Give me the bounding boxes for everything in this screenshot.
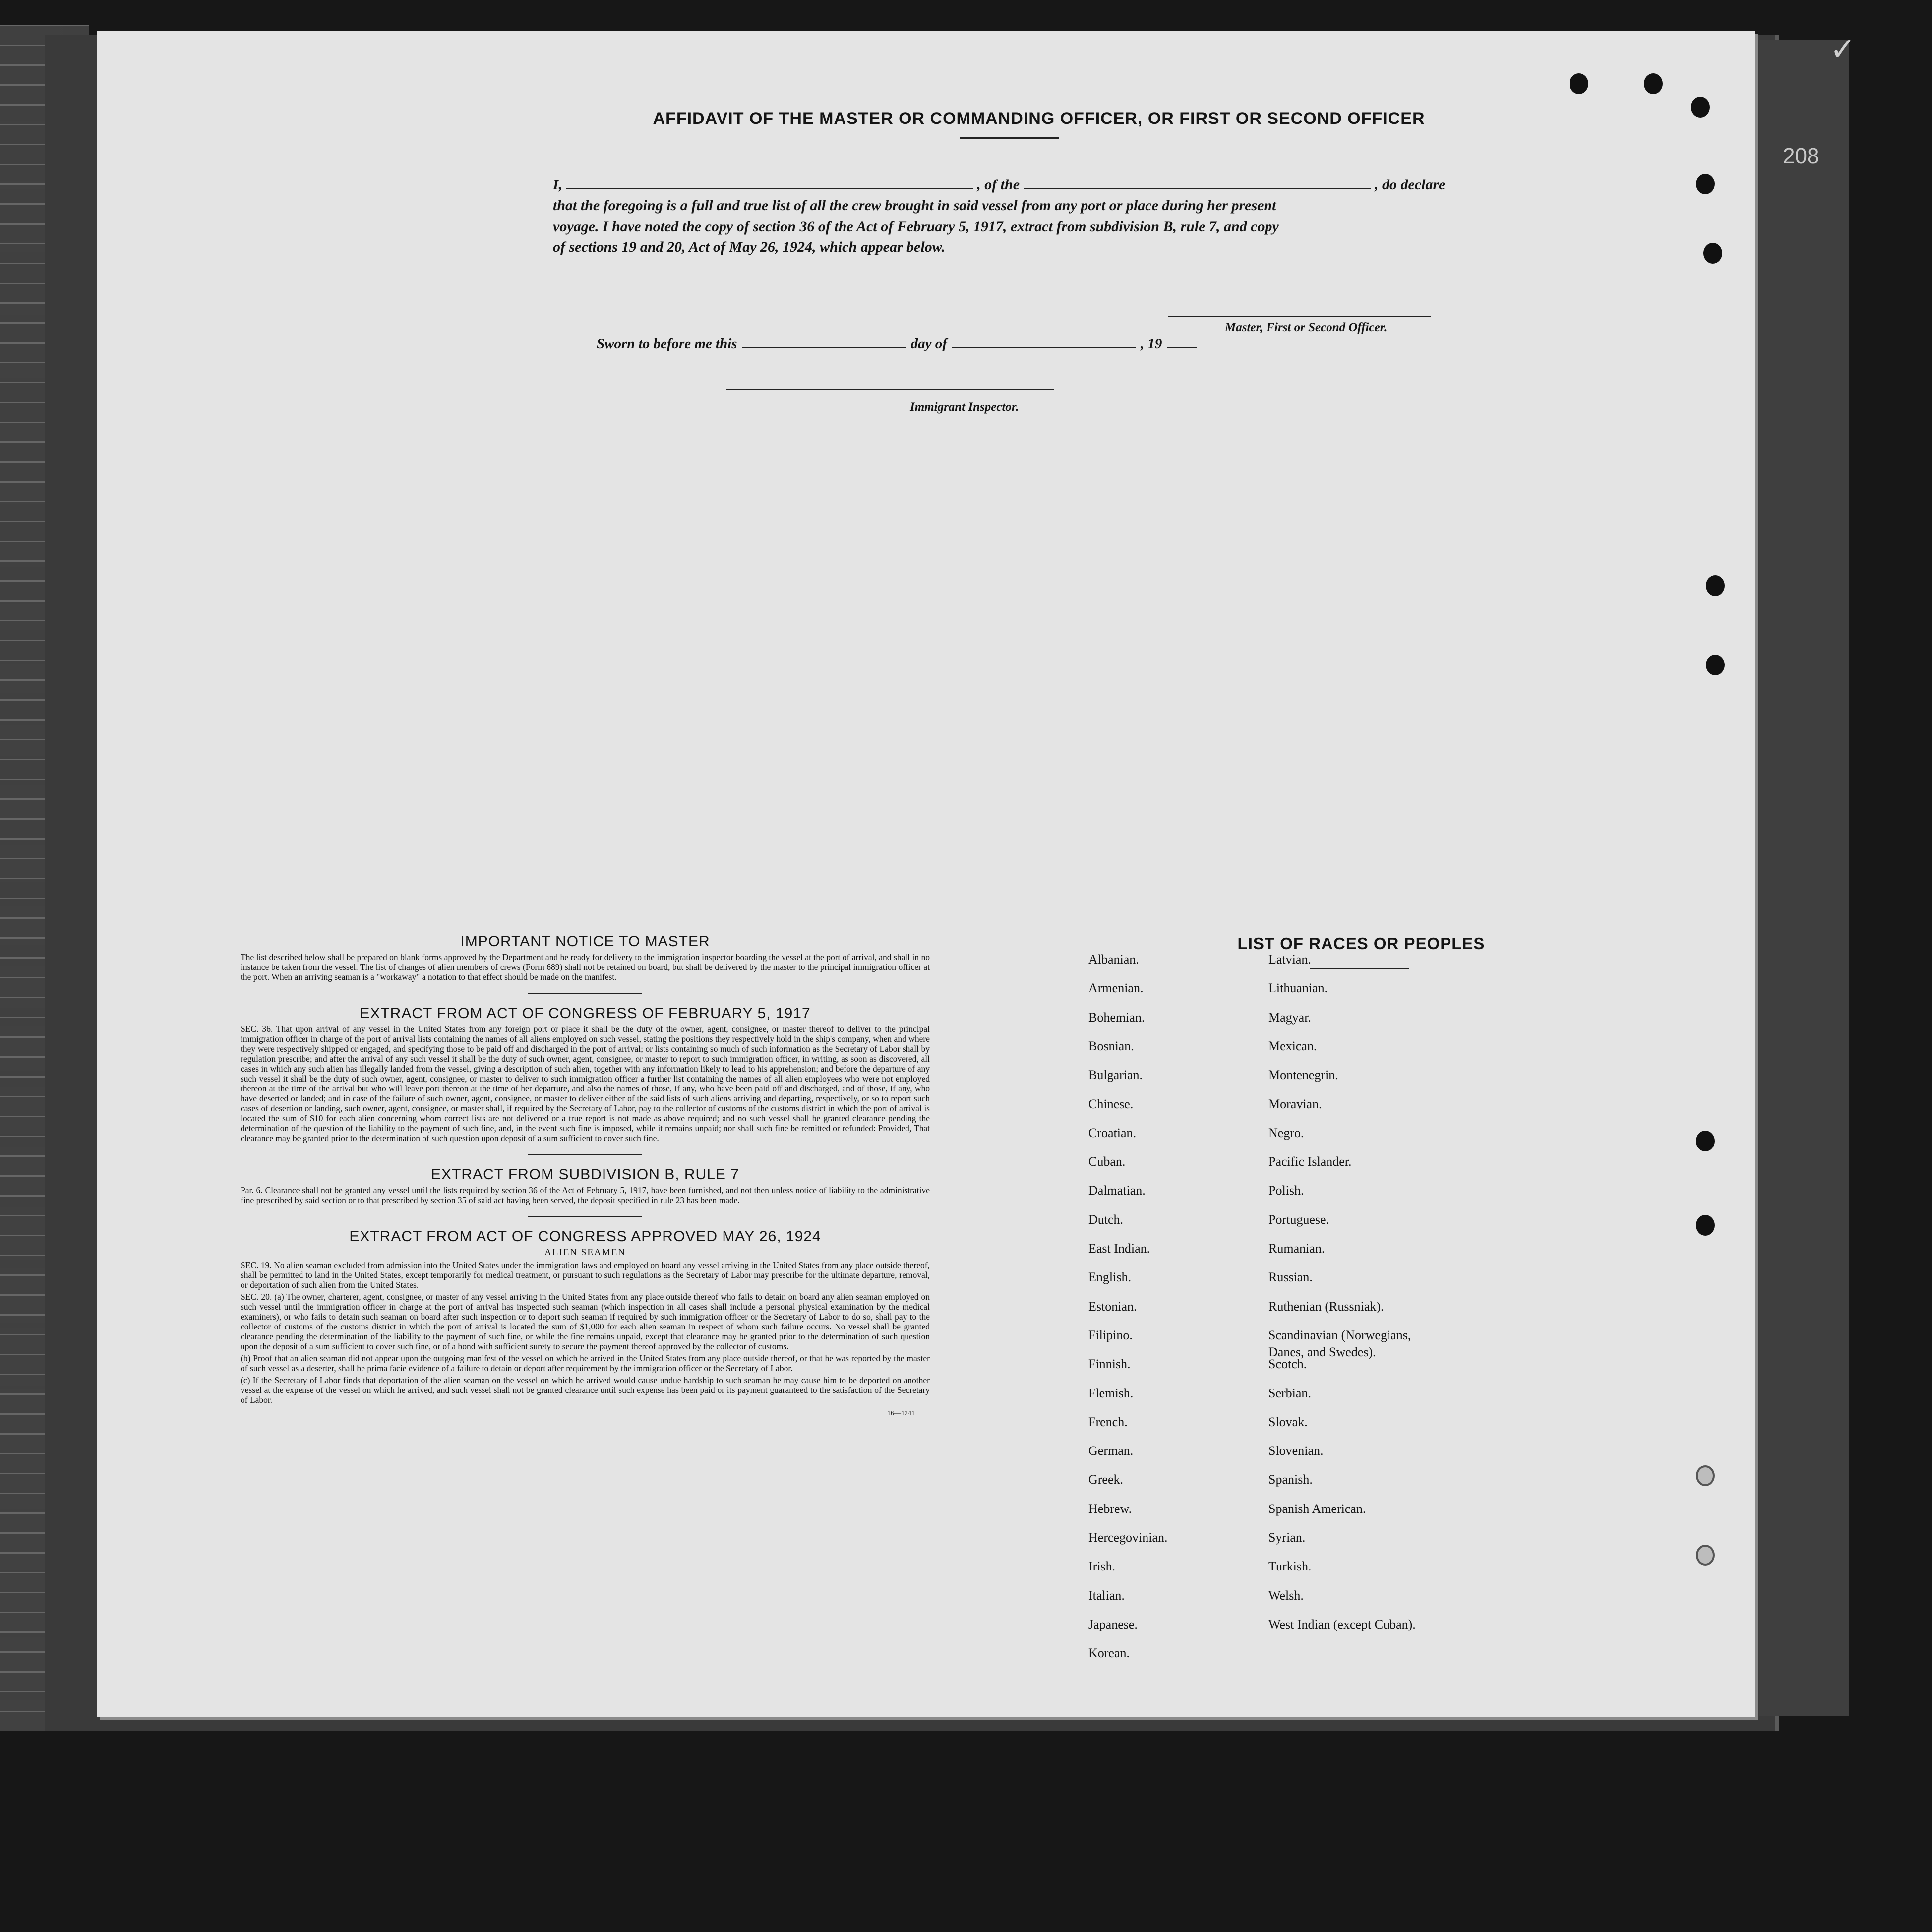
race-item: Italian. (1088, 1588, 1125, 1603)
extract-1917-body: SEC. 36. That upon arrival of any vessel in the United States from any foreign port or place it shall be the duty of the owner, agent, consignee, or master thereof to deliver to the principal immigration officer in charge of the port of arrival lists containing the names of all aliens employed on such vessel, stating the positions they respectively hold in the ship's company, when and where they were respectively shipped or engaged, and specifying those to be paid off and discharged in the port of arrival; or lists containing so much of such information as the Secretary of Labor shall by regulation prescribe; and after the arrival of any such vessel it shall be the duty of such owner, agent, consignee, or master to report to such immigration officer, in writing, as soon as discovered, all cases in which any such alien has illegally landed from the vessel, giving a description of such alien, together with any information likely to lead to his apprehension; and before the departure of any such vessel it shall be the duty of such owner, agent, consignee, or master to deliver to such immigration officer a further list containing the names of all alien employees who were not employed thereon at the time of the arrival but who will leave port thereon at the time of her departure, and also the names of those, if any, who have been paid off and discharged, and of those, if any, who have deserted or landed; and in case of the failure of such owner, agent, consignee, or master to deliver either of the said lists of such aliens arriving and departing, respectively, or so to report such cases of desertion or landing, such owner, agent, consignee, or master shall, if required by the Secretary of Labor, pay to the collector of customs of the customs district in which the port of arrival is located the sum of $10 for each alien concerning whom correct lists are not delivered or a true report is not made as above required; and no such vessel shall be granted clearance pending the determination of the question of the liability to the payment of such fine, and, in the event such fine is imposed, while it remains unpaid; nor shall such fine be remitted or refunded: Provided, That clearance may be granted prior to the determination of such question upon deposit of a sum sufficient to cover such fine. (241, 1024, 930, 1143)
race-item: Rumanian. (1268, 1241, 1325, 1256)
race-item: Russian. (1268, 1270, 1313, 1285)
title-divider (960, 137, 1059, 139)
race-item: Montenegrin. (1268, 1068, 1338, 1083)
race-item: Negro. (1268, 1125, 1304, 1140)
notice-body: The list described below shall be prepared on blank forms approved by the Department and be ready for delivery to the immigration inspector boarding the vessel at the port of arrival, and shall in no instance be taken from the vessel. The list of changes of alien members of crews (Form 689) shall not be retained on board, but shall be delivered by the master to the principal immigration officer at the port. When an arriving seaman is a "workaway" a notation to that effect should be made on the manifest. (241, 952, 930, 982)
race-item: Hercegovinian. (1088, 1530, 1168, 1545)
vessel-name-blank[interactable] (1024, 176, 1371, 189)
race-item: Mexican. (1268, 1038, 1317, 1053)
legal-notices-column (241, 933, 930, 1418)
race-item: Bulgarian. (1088, 1068, 1143, 1083)
affidavit-of-the: , of the (977, 177, 1020, 193)
race-item: Portuguese. (1268, 1212, 1329, 1227)
affidavit-line-4: of sections 19 and 20, Act of May 26, 1924, which appear below. (553, 239, 946, 255)
punch-hole (1706, 575, 1725, 596)
races-divider (1310, 968, 1409, 969)
race-item: Flemish. (1088, 1386, 1134, 1400)
race-item: Welsh. (1268, 1588, 1304, 1603)
race-item: Dalmatian. (1088, 1183, 1146, 1198)
race-item: Cuban. (1088, 1154, 1126, 1169)
race-item: Ruthenian (Russniak). (1268, 1299, 1384, 1314)
punch-hole (1696, 1131, 1715, 1151)
affidavit-line-1 (553, 175, 1485, 195)
document-page (97, 31, 1755, 1717)
check-mark: ✓ (1830, 33, 1856, 66)
punch-hole (1696, 1465, 1715, 1486)
extract-1924-sec20b: (b) Proof that an alien seaman did not appear upon the outgoing manifest of the vessel on which he arrived in the United States from any place outside thereof, or that he was reported by the master of such vessel as a deserter, shall be prima facie evidence of a failure to detain or deport after requirement by the immigration officer or the Secretary of Labor. (241, 1353, 930, 1373)
extract-1924-title: EXTRACT FROM ACT OF CONGRESS APPROVED MAY 26, 1924 (349, 1228, 821, 1245)
race-item: Spanish American. (1268, 1501, 1366, 1516)
race-item: Armenian. (1088, 981, 1144, 996)
extract-rule7-title: EXTRACT FROM SUBDIVISION B, RULE 7 (431, 1166, 739, 1183)
race-item: Syrian. (1268, 1530, 1306, 1545)
race-item: Dutch. (1088, 1212, 1124, 1227)
race-item: Moravian. (1268, 1096, 1322, 1111)
punch-hole (1691, 97, 1710, 118)
race-item: Lithuanian. (1268, 981, 1328, 996)
race-item: Magyar. (1268, 1010, 1311, 1025)
affidavit-line-2: that the foregoing is a full and true list of all the crew brought in said vessel from any port or place during her present (553, 197, 1276, 214)
notice-title: IMPORTANT NOTICE TO MASTER (460, 933, 710, 950)
extract-1917-title: EXTRACT FROM ACT OF CONGRESS OF FEBRUARY 5, 1917 (360, 1005, 811, 1022)
punch-hole (1696, 1545, 1715, 1566)
race-item: Albanian. (1088, 952, 1139, 966)
race-item: French. (1088, 1414, 1128, 1429)
section-divider (528, 1154, 642, 1155)
race-item: Hebrew. (1088, 1501, 1132, 1516)
race-item: West Indian (except Cuban). (1268, 1617, 1416, 1631)
race-item: Japanese. (1088, 1617, 1138, 1631)
affidavit-i: I, (553, 177, 563, 193)
race-item: Spanish. (1268, 1472, 1313, 1487)
race-item: Turkish. (1268, 1559, 1312, 1574)
inspector-caption: Immigrant Inspector. (910, 400, 1019, 414)
race-item: Greek. (1088, 1472, 1124, 1487)
extract-1924-sec20c: (c) If the Secretary of Labor finds that deportation of the alien seaman on the vessel on which he arrived would cause undue hardship to such seaman he may cause him to be deported on another vessel at the expense of the vessel on which he arrived, and such vessel shall not be granted clearance until such expense has been paid or its payment guaranteed to the satisfaction of the Secretary of Labor. (241, 1375, 930, 1405)
race-item: Bosnian. (1088, 1038, 1134, 1053)
page-number: 208 (1783, 144, 1819, 168)
race-item: Pacific Islander. (1268, 1154, 1352, 1169)
race-item: Filipino. (1088, 1328, 1133, 1342)
sworn-day-of: day of (910, 336, 947, 352)
punch-hole (1706, 655, 1725, 675)
races-title: LIST OF RACES OR PEOPLES (1237, 934, 1485, 953)
affidavit-declare: , do declare (1375, 177, 1446, 193)
race-item: Scotch. (1268, 1357, 1307, 1372)
sworn-line (597, 334, 1197, 352)
race-item: East Indian. (1088, 1241, 1150, 1256)
race-item: Finnish. (1088, 1357, 1131, 1372)
race-item: Slovenian. (1268, 1444, 1324, 1458)
affidavit-line-3: voyage. I have noted the copy of section 36 of the Act of February 5, 1917, extract from subdivision B, rule 7, and copy (553, 218, 1279, 235)
officer-signature-caption: Master, First or Second Officer. (1225, 321, 1388, 334)
race-item: Korean. (1088, 1646, 1130, 1661)
sworn-month-blank[interactable] (952, 334, 1136, 348)
sworn-year: , 19 (1140, 336, 1162, 352)
race-item: Danes, and Swedes). (1268, 1344, 1376, 1359)
sworn-day-blank[interactable] (742, 334, 906, 348)
punch-hole (1696, 1215, 1715, 1236)
extract-rule7-body: Par. 6. Clearance shall not be granted any vessel until the lists required by section 36 of the Act of February 5, 1917, have been furnished, and not then unless notice of liability to the administrative fine prescribed by said section or to that prescribed by section 35 of said act having been served, the deposit specified in rule 23 has been made. (241, 1185, 930, 1205)
section-divider (528, 1216, 642, 1217)
sworn-prefix: Sworn to before me this (597, 336, 737, 352)
race-item: Estonian. (1088, 1299, 1137, 1314)
binding-edge (1759, 40, 1849, 1716)
extract-1924-sec20a: SEC. 20. (a) The owner, charterer, agent, consignee, or master of any vessel arriving in the United States from any place outside thereof who fails to detain on board any alien seaman employed on such vessel until the immigration officer in charge at the port of arrival has inspected such seaman (which inspection in all cases shall include a personal physical examination by the medical examiners), or who fails to detain such seaman on board after such inspection or to deport such seaman if required by such immigration officer or the Secretary of Labor to do so, shall pay to the collector of customs of the customs district in which the port of arrival is located the sum of $1,000 for each alien seaman in respect of whom such failure occurs. No vessel shall be granted clearance pending the determination of the liability to the payment of such fine, or while the fine remains unpaid, except that clearance may be granted prior to the determination of such question upon the deposit of a sum sufficient to cover such fine, or of a bond with sufficient surety to secure the payment thereof approved by the collector of customs. (241, 1292, 930, 1351)
punch-hole (1696, 174, 1715, 194)
race-item: Scandinavian (Norwegians, (1268, 1328, 1411, 1342)
affidavit-text (553, 175, 1485, 258)
race-item: English. (1088, 1270, 1131, 1285)
officer-signature-line[interactable] (1168, 316, 1431, 317)
extract-1924-sec19: SEC. 19. No alien seaman excluded from admission into the United States under the immigration laws and employed on board any vessel arriving in the United States from any place outside thereof, shall be permitted to land in the United States, except temporarily for medical treatment, or pursuant to such regulations as the Secretary of Labor may prescribe for the ultimate departure, removal, or deportation of such alien from the United States. (241, 1260, 930, 1290)
officer-name-blank[interactable] (566, 176, 973, 189)
punch-hole (1644, 73, 1663, 94)
race-item: Serbian. (1268, 1386, 1311, 1400)
race-item: Latvian. (1268, 952, 1311, 966)
race-item: Slovak. (1268, 1414, 1308, 1429)
race-item: Croatian. (1088, 1125, 1137, 1140)
race-item: Chinese. (1088, 1096, 1134, 1111)
punch-hole (1703, 243, 1722, 264)
extract-1924-subtitle: ALIEN SEAMEN (544, 1247, 626, 1258)
punch-hole (1570, 73, 1588, 94)
sworn-year-blank[interactable] (1167, 334, 1197, 348)
race-item: Bohemian. (1088, 1010, 1145, 1025)
race-item: Irish. (1088, 1559, 1116, 1574)
race-item: German. (1088, 1444, 1134, 1458)
form-number: 16—1241 (887, 1410, 915, 1417)
race-item: Polish. (1268, 1183, 1304, 1198)
section-divider (528, 993, 642, 994)
affidavit-title: AFFIDAVIT OF THE MASTER OR COMMANDING OFFICER, OR FIRST OR SECOND OFFICER (653, 109, 1425, 128)
inspector-signature-line[interactable] (726, 389, 1054, 390)
